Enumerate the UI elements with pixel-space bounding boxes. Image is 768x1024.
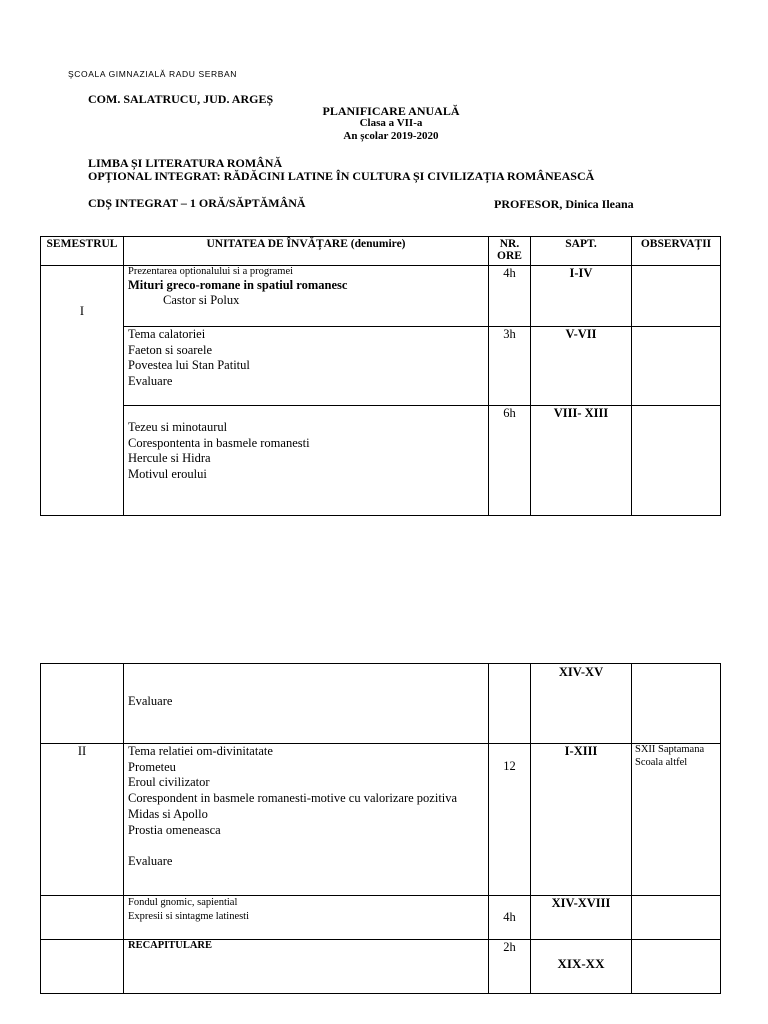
unit-cell: Prezentarea optionalului si a programei Mituri greco-romane in spatiul romanesc Castor si Polux: [124, 266, 489, 327]
header-notes: OBSERVAȚII: [632, 237, 721, 266]
hours-cell: [489, 664, 531, 744]
notes-cell: SXII Saptamana Scoala altfel: [632, 744, 721, 896]
weeks-cell: VIII- XIII: [531, 406, 632, 516]
school-year: An școlar 2019-2020: [343, 130, 439, 142]
notes-cell: [632, 896, 721, 940]
document-title: PLANIFICARE ANUALĂ: [322, 104, 460, 118]
optional-title: OPȚIONAL INTEGRAT: RĂDĂCINI LATINE ÎN CULTURA ȘI CIVILIZAȚIA ROMÂNEASCĂ: [88, 169, 595, 183]
header-weeks: SAPT.: [531, 237, 632, 266]
hours-cell: 4h: [489, 896, 531, 940]
weeks-cell: XIX-XX: [531, 940, 632, 994]
hours-cell: 12: [489, 744, 531, 896]
semester-cell: [41, 664, 124, 744]
weeks-cell: XIV-XV: [531, 664, 632, 744]
header-unit: UNITATEA DE ÎNVĂȚARE (denumire): [124, 237, 489, 266]
table-row: [41, 327, 721, 406]
unit-cell: Fondul gnomic, sapiential Expresii si sintagme latinesti: [124, 896, 489, 940]
hours-cell: 4h: [489, 266, 531, 327]
notes-cell: [632, 940, 721, 994]
table-row: [41, 744, 721, 896]
table-header-row: [41, 237, 721, 266]
cds-label: CDȘ INTEGRAT – 1 ORĂ/SĂPTĂMÂNĂ: [88, 196, 306, 210]
weeks-cell: XIV-XVIII: [531, 896, 632, 940]
class-label: Clasa a VII-a: [359, 117, 423, 129]
notes-cell: [632, 406, 721, 516]
recap-cell: RECAPITULARE: [124, 940, 489, 994]
table-row: [41, 266, 721, 327]
hours-cell: 3h: [489, 327, 531, 406]
teacher: PROFESOR, Dinica Ileana: [494, 197, 634, 211]
table-row: [41, 664, 721, 744]
notes-cell: [632, 266, 721, 327]
semester-cell: [41, 940, 124, 994]
table-row: [41, 940, 721, 994]
notes-cell: [632, 327, 721, 406]
hours-cell: 6h: [489, 406, 531, 516]
semester-cell: I: [41, 266, 124, 516]
hours-cell: 2h: [489, 940, 531, 994]
weeks-cell: I-XIII: [531, 744, 632, 896]
weeks-cell: V-VII: [531, 327, 632, 406]
unit-cell: Evaluare: [124, 664, 489, 744]
planning-table-semester-1: [40, 236, 721, 516]
table-row: [41, 406, 721, 516]
notes-cell: [632, 664, 721, 744]
unit-cell: Tezeu si minotaurul Corespontenta in basmele romanesti Hercule si Hidra Motivul eroului: [124, 406, 489, 516]
unit-cell: Tema relatiei om-divinitatate Prometeu Eroul civilizator Corespondent in basmele romanesti-motive cu valorizare pozitiva Midas si Apollo Prostia omeneasca Evaluare: [124, 744, 489, 896]
subject: LIMBA ȘI LITERATURA ROMÂNĂ: [88, 156, 283, 170]
school-name: ŞCOALA GIMNAZIALĂ RADU SERBAN: [68, 69, 238, 79]
semester-cell: II: [41, 744, 124, 896]
header-hours: NR. ORE: [489, 237, 531, 266]
planning-table-semester-2: [40, 663, 721, 994]
unit-cell: Tema calatoriei Faeton si soarele Povestea lui Stan Patitul Evaluare: [124, 327, 489, 406]
header-semester: SEMESTRUL: [41, 237, 124, 266]
table-row: [41, 896, 721, 940]
address: COM. SALATRUCU, JUD. ARGEȘ: [88, 92, 274, 106]
semester-cell: [41, 896, 124, 940]
weeks-cell: I-IV: [531, 266, 632, 327]
